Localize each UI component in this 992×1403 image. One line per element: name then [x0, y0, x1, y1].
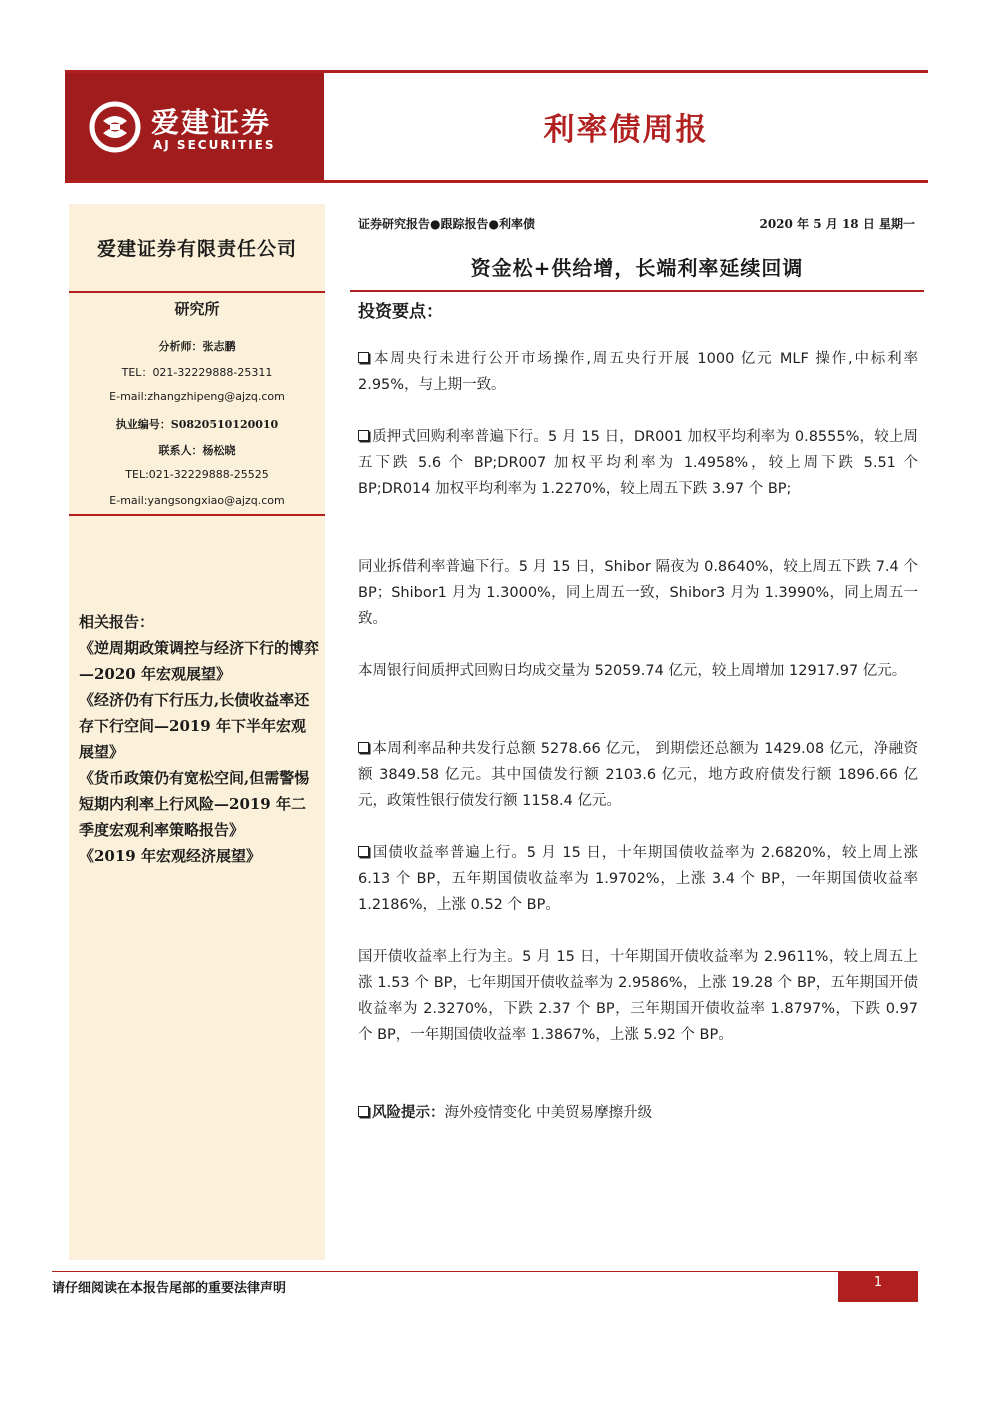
footer-rule	[52, 1271, 918, 1272]
sidebar-divider	[69, 291, 325, 293]
related-reports	[79, 609, 319, 869]
paragraph-shibor: 同业拆借利率普遍下行。5 月 15 日，Shibor 隔夜为 0.8640%，较上周五下跌 7.4 个 BP；Shibor1 月为 1.3000%，同上周五一致，Shibor3 月为 1.3990%，同上周五一致。	[358, 559, 918, 627]
paragraph-open-market: 本周央行未进行公开市场操作,周五央行开展 1000 亿元 MLF 操作,中标利率 2.95%，与上期一致。	[358, 351, 918, 393]
paragraph-treasury-yields: 国债收益率普遍上行。5 月 15 日，十年期国债收益率为 2.6820%，较上周上涨 6.13 个 BP，五年期国债收益率为 1.9702%，上涨 3.4 个 BP，一年期国债收益率 1.2186%，上涨 0.52 个 BP。	[358, 845, 918, 913]
page-number: 1	[838, 1272, 918, 1302]
checkbox-bullet-icon	[358, 1106, 369, 1117]
checkbox-bullet-icon	[358, 352, 369, 363]
section-title: 投资要点：	[358, 302, 443, 322]
headline-rule	[350, 290, 924, 292]
related-report-item: 《2019 年宏观经济展望》	[79, 847, 261, 865]
report-date: 2020 年 5 月 18 日 星期一	[759, 217, 915, 231]
risk-label: 风险提示：	[372, 1104, 445, 1121]
logo-chinese-name: 爱建证券	[151, 106, 272, 139]
paragraph-repo-rates: 质押式回购利率普遍下行。5 月 15 日，DR001 加权平均利率为 0.8555%，较上周五下跌 5.6 个 BP;DR007 加权平均利率为 1.4958%，较上周下跌 5.51 个 BP;DR014 加权平均利率为 1.2270%，较上周五下跌 3.97 个 BP;	[358, 429, 918, 497]
contact-phone: TEL:021-32229888-25525	[125, 468, 269, 481]
company-name: 爱建证券有限责任公司	[96, 238, 297, 260]
department-name: 研究所	[174, 300, 220, 318]
license-number: 执业编号：S0820510120010	[115, 418, 279, 431]
report-headline: 资金松+供给增，长端利率延续回调	[470, 256, 804, 280]
related-report-item: 《经济仍有下行压力,长债收益率还存下行空间—2019 年下半年宏观展望》	[79, 691, 310, 761]
related-report-item: 《货币政策仍有宽松空间,但需警惕短期内利率上行风险—2019 年二季度宏观利率策略报告》	[79, 769, 310, 839]
analyst-email: E-mail:zhangzhipeng@ajzq.com	[109, 390, 285, 403]
checkbox-bullet-icon	[358, 430, 369, 441]
paragraph-risk	[358, 1100, 918, 1126]
aj-logo-icon	[89, 101, 141, 153]
sidebar-divider	[69, 514, 325, 516]
contact-name: 联系人：杨松晓	[158, 444, 236, 457]
paragraph-issuance: 本周利率品种共发行总额 5278.66 亿元， 到期偿还总额为 1429.08 亿元，净融资额 3849.58 亿元。其中国债发行额 2103.6 亿元，地方政府债发行额 1896.66 亿元，政策性银行债发行额 1158.4 亿元。	[358, 741, 918, 809]
paragraph-repo-volume: 本周银行间质押式回购日均成交量为 52059.74 亿元，较上周增加 12917.97 亿元。	[358, 663, 907, 679]
sidebar	[69, 204, 325, 1260]
analyst-name: 分析师：张志鹏	[158, 340, 236, 353]
report-category: 证券研究报告●跟踪报告●利率债	[358, 217, 535, 231]
logo-english-name: AJ SECURITIES	[153, 138, 276, 152]
contact-email: E-mail:yangsongxiao@ajzq.com	[109, 494, 285, 507]
header-bottom-rule	[65, 180, 928, 183]
checkbox-bullet-icon	[358, 846, 369, 857]
related-report-item: 《逆周期政策调控与经济下行的博弈—2020 年宏观展望》	[79, 639, 320, 683]
checkbox-bullet-icon	[358, 742, 369, 753]
related-reports-title: 相关报告：	[79, 613, 155, 631]
analyst-phone: TEL：021-32229888-25311	[121, 366, 273, 379]
brand-logo-block	[65, 73, 324, 180]
paragraph-cdb-yields: 国开债收益率上行为主。5 月 15 日，十年期国开债收益率为 2.9611%，较上周五上涨 1.53 个 BP，七年期国开债收益率为 2.9586%，上涨 19.28 个 BP，五年期国开债收益率为 2.3270%，下跌 2.37 个 BP，三年期国开债收益率 1.8797%，下跌 0.97 个 BP，一年期国债收益率 1.3867%，上涨 5.92 个 BP。	[358, 949, 918, 1043]
report-type-title: 利率债周报	[543, 112, 709, 148]
risk-text: 海外疫情变化 中美贸易摩擦升级	[444, 1105, 653, 1121]
legal-disclaimer-note: 请仔细阅读在本报告尾部的重要法律声明	[52, 1281, 287, 1296]
